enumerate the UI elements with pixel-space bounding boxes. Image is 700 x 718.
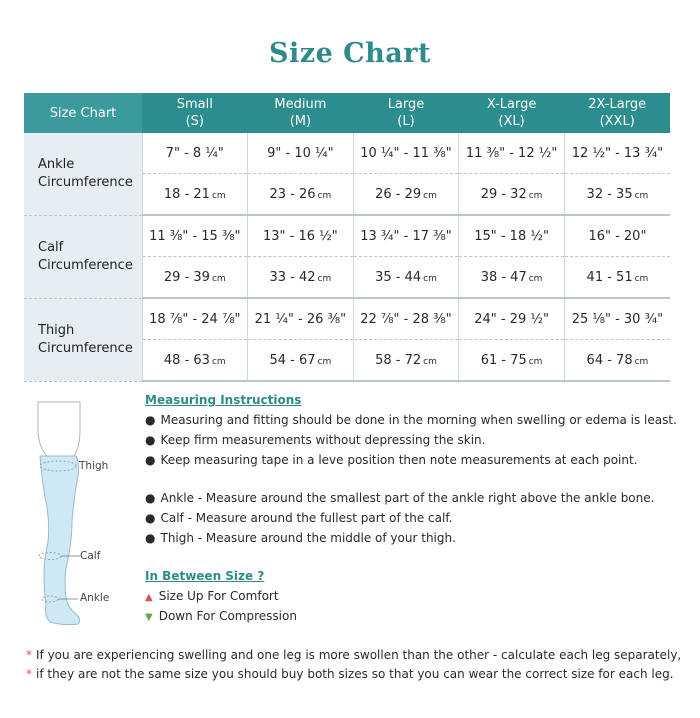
table-cell: 18 ⅞" - 24 ⅞" — [142, 298, 248, 340]
size-up-line — [145, 589, 279, 603]
column-abbr: (S) — [185, 114, 204, 129]
row-label-line2: Circumference — [38, 257, 133, 273]
table-cell — [142, 174, 248, 216]
row-label-line1: Thigh — [38, 322, 75, 338]
table-row-ankle-inches — [24, 133, 670, 174]
bullet-dot: ● — [145, 491, 156, 505]
column-abbr: (M) — [289, 114, 312, 129]
table-cell: 22 ⅞" - 28 ⅜" — [353, 298, 459, 340]
row-label-line1: Calf — [38, 239, 64, 255]
footnote-text: if they are not the same size you should buy both sizes so that you can wear the correct size for each leg. — [36, 667, 674, 681]
cm-value: 35 - 44 — [375, 269, 422, 285]
size-down-line — [145, 609, 297, 623]
footnote — [26, 667, 674, 681]
column-header-medium — [248, 93, 354, 133]
instruction-bullet — [145, 453, 638, 467]
cm-unit: cm — [317, 356, 332, 367]
table-cell: 9" - 10 ¼" — [248, 133, 354, 174]
table-cell: 13 ¾" - 17 ⅜" — [353, 215, 459, 257]
table-corner-label: Size Chart — [24, 93, 142, 133]
table-cell: 7" - 8 ¼" — [142, 133, 248, 174]
table-cell — [564, 340, 670, 382]
column-abbr: (L) — [397, 114, 415, 129]
column-header-x-large — [459, 93, 565, 133]
cm-unit: cm — [317, 273, 332, 284]
column-name: Large — [387, 97, 425, 112]
arrow-up-icon: ▲ — [145, 592, 153, 603]
thigh-label: Thigh — [79, 460, 109, 472]
column-header-large — [353, 93, 459, 133]
measuring-instructions-heading: Measuring Instructions — [145, 393, 302, 407]
table-cell — [459, 174, 565, 216]
hip-outline — [38, 402, 80, 458]
table-cell — [248, 257, 354, 299]
cm-value: 38 - 47 — [480, 269, 527, 285]
instruction-text: Keep firm measurements without depressing the skin. — [160, 433, 486, 447]
cm-unit: cm — [634, 273, 649, 284]
table-cell: 21 ¼" - 26 ⅜" — [248, 298, 354, 340]
bullet-dot: ● — [145, 413, 156, 427]
table-header-row — [24, 93, 670, 133]
arrow-down-icon: ▼ — [145, 612, 153, 623]
cm-value: 41 - 51 — [586, 269, 633, 285]
row-label-calf — [24, 215, 142, 298]
cm-unit: cm — [317, 190, 332, 201]
column-abbr: (XL) — [498, 114, 525, 129]
row-label-thigh — [24, 298, 142, 381]
table-cell — [142, 257, 248, 299]
column-abbr: (XXL) — [599, 114, 635, 129]
cm-value: 58 - 72 — [375, 352, 422, 368]
cm-value: 29 - 32 — [480, 186, 527, 202]
table-cell — [353, 174, 459, 216]
table-cell — [248, 340, 354, 382]
cm-unit: cm — [528, 190, 543, 201]
measure-point-thigh — [145, 531, 456, 545]
table-cell: 24" - 29 ½" — [459, 298, 565, 340]
size-up-text: Size Up For Comfort — [158, 589, 279, 603]
cm-unit: cm — [423, 273, 437, 284]
table-cell — [353, 340, 459, 382]
cm-unit: cm — [211, 273, 226, 284]
cm-value: 48 - 63 — [163, 352, 210, 368]
table-cell — [459, 340, 565, 382]
table-cell — [564, 174, 670, 216]
column-name: X-Large — [486, 97, 537, 112]
instruction-text: Measuring and fitting should be done in the morning when swelling or edema is least. — [160, 413, 677, 427]
size-table — [24, 93, 670, 382]
cm-value: 26 - 29 — [375, 186, 422, 202]
table-cell: 11 ⅜" - 12 ½" — [459, 133, 565, 174]
column-name: Small — [176, 97, 213, 112]
footnote — [26, 648, 681, 662]
table-cell: 25 ⅛" - 30 ¾" — [564, 298, 670, 340]
column-name: 2X-Large — [588, 97, 647, 112]
cm-unit: cm — [634, 190, 649, 201]
measure-point-text: Ankle - Measure around the smallest part of the ankle right above the ankle bone. — [160, 491, 655, 505]
table-cell — [142, 340, 248, 382]
cm-unit: cm — [211, 356, 226, 367]
column-header-small — [142, 93, 248, 133]
bullet-dot: ● — [145, 531, 156, 545]
measure-point-calf — [145, 511, 452, 525]
table-cell: 13" - 16 ½" — [248, 215, 354, 257]
cm-value: 29 - 39 — [163, 269, 210, 285]
cm-value: 33 - 42 — [269, 269, 316, 285]
asterisk-icon: * — [26, 667, 32, 681]
column-name: Medium — [274, 97, 327, 112]
bullet-dot: ● — [145, 453, 156, 467]
table-cell — [353, 257, 459, 299]
calf-label: Calf — [80, 550, 101, 562]
table-cell: 15" - 18 ½" — [459, 215, 565, 257]
instruction-bullet — [145, 413, 677, 427]
table-cell — [248, 174, 354, 216]
row-label-line2: Circumference — [38, 340, 133, 356]
cm-value: 18 - 21 — [163, 186, 210, 202]
cm-value: 61 - 75 — [480, 352, 527, 368]
footnote-text: If you are experiencing swelling and one leg is more swollen than the other - calculate each leg separately, — [36, 648, 682, 662]
page-title: Size Chart — [269, 38, 431, 69]
table-cell — [564, 257, 670, 299]
measure-point-text: Thigh - Measure around the middle of your thigh. — [160, 531, 456, 545]
cm-value: 32 - 35 — [586, 186, 633, 202]
cm-unit: cm — [423, 190, 437, 201]
ankle-label: Ankle — [80, 592, 110, 604]
size-down-text: Down For Compression — [158, 609, 297, 623]
column-header-2x-large — [564, 93, 670, 133]
cm-unit: cm — [211, 190, 226, 201]
measure-point-ankle — [145, 491, 654, 505]
bullet-dot: ● — [145, 433, 156, 447]
table-cell: 16" - 20" — [564, 215, 670, 257]
row-label-line1: Ankle — [38, 156, 75, 172]
table-row-thigh-inches — [24, 298, 670, 340]
cm-unit: cm — [528, 273, 543, 284]
instruction-text: Keep measuring tape in a leve position then note measurements at each point. — [160, 453, 638, 467]
table-cell: 10 ¼" - 11 ⅜" — [353, 133, 459, 174]
table-cell: 12 ½" - 13 ¾" — [564, 133, 670, 174]
in-between-size-heading: In Between Size ? — [145, 569, 265, 583]
table-cell: 11 ⅜" - 15 ⅜" — [142, 215, 248, 257]
cm-unit: cm — [423, 356, 437, 367]
row-label-ankle — [24, 133, 142, 215]
asterisk-icon: * — [26, 648, 32, 662]
cm-value: 54 - 67 — [269, 352, 316, 368]
table-row-calf-inches — [24, 215, 670, 257]
cm-value: 23 - 26 — [269, 186, 316, 202]
row-label-line2: Circumference — [38, 174, 133, 190]
instruction-bullet — [145, 433, 485, 447]
measure-point-text: Calf - Measure around the fullest part of the calf. — [160, 511, 453, 525]
cm-value: 64 - 78 — [586, 352, 633, 368]
bullet-dot: ● — [145, 511, 156, 525]
table-cell — [459, 257, 565, 299]
cm-unit: cm — [528, 356, 543, 367]
cm-unit: cm — [634, 356, 649, 367]
